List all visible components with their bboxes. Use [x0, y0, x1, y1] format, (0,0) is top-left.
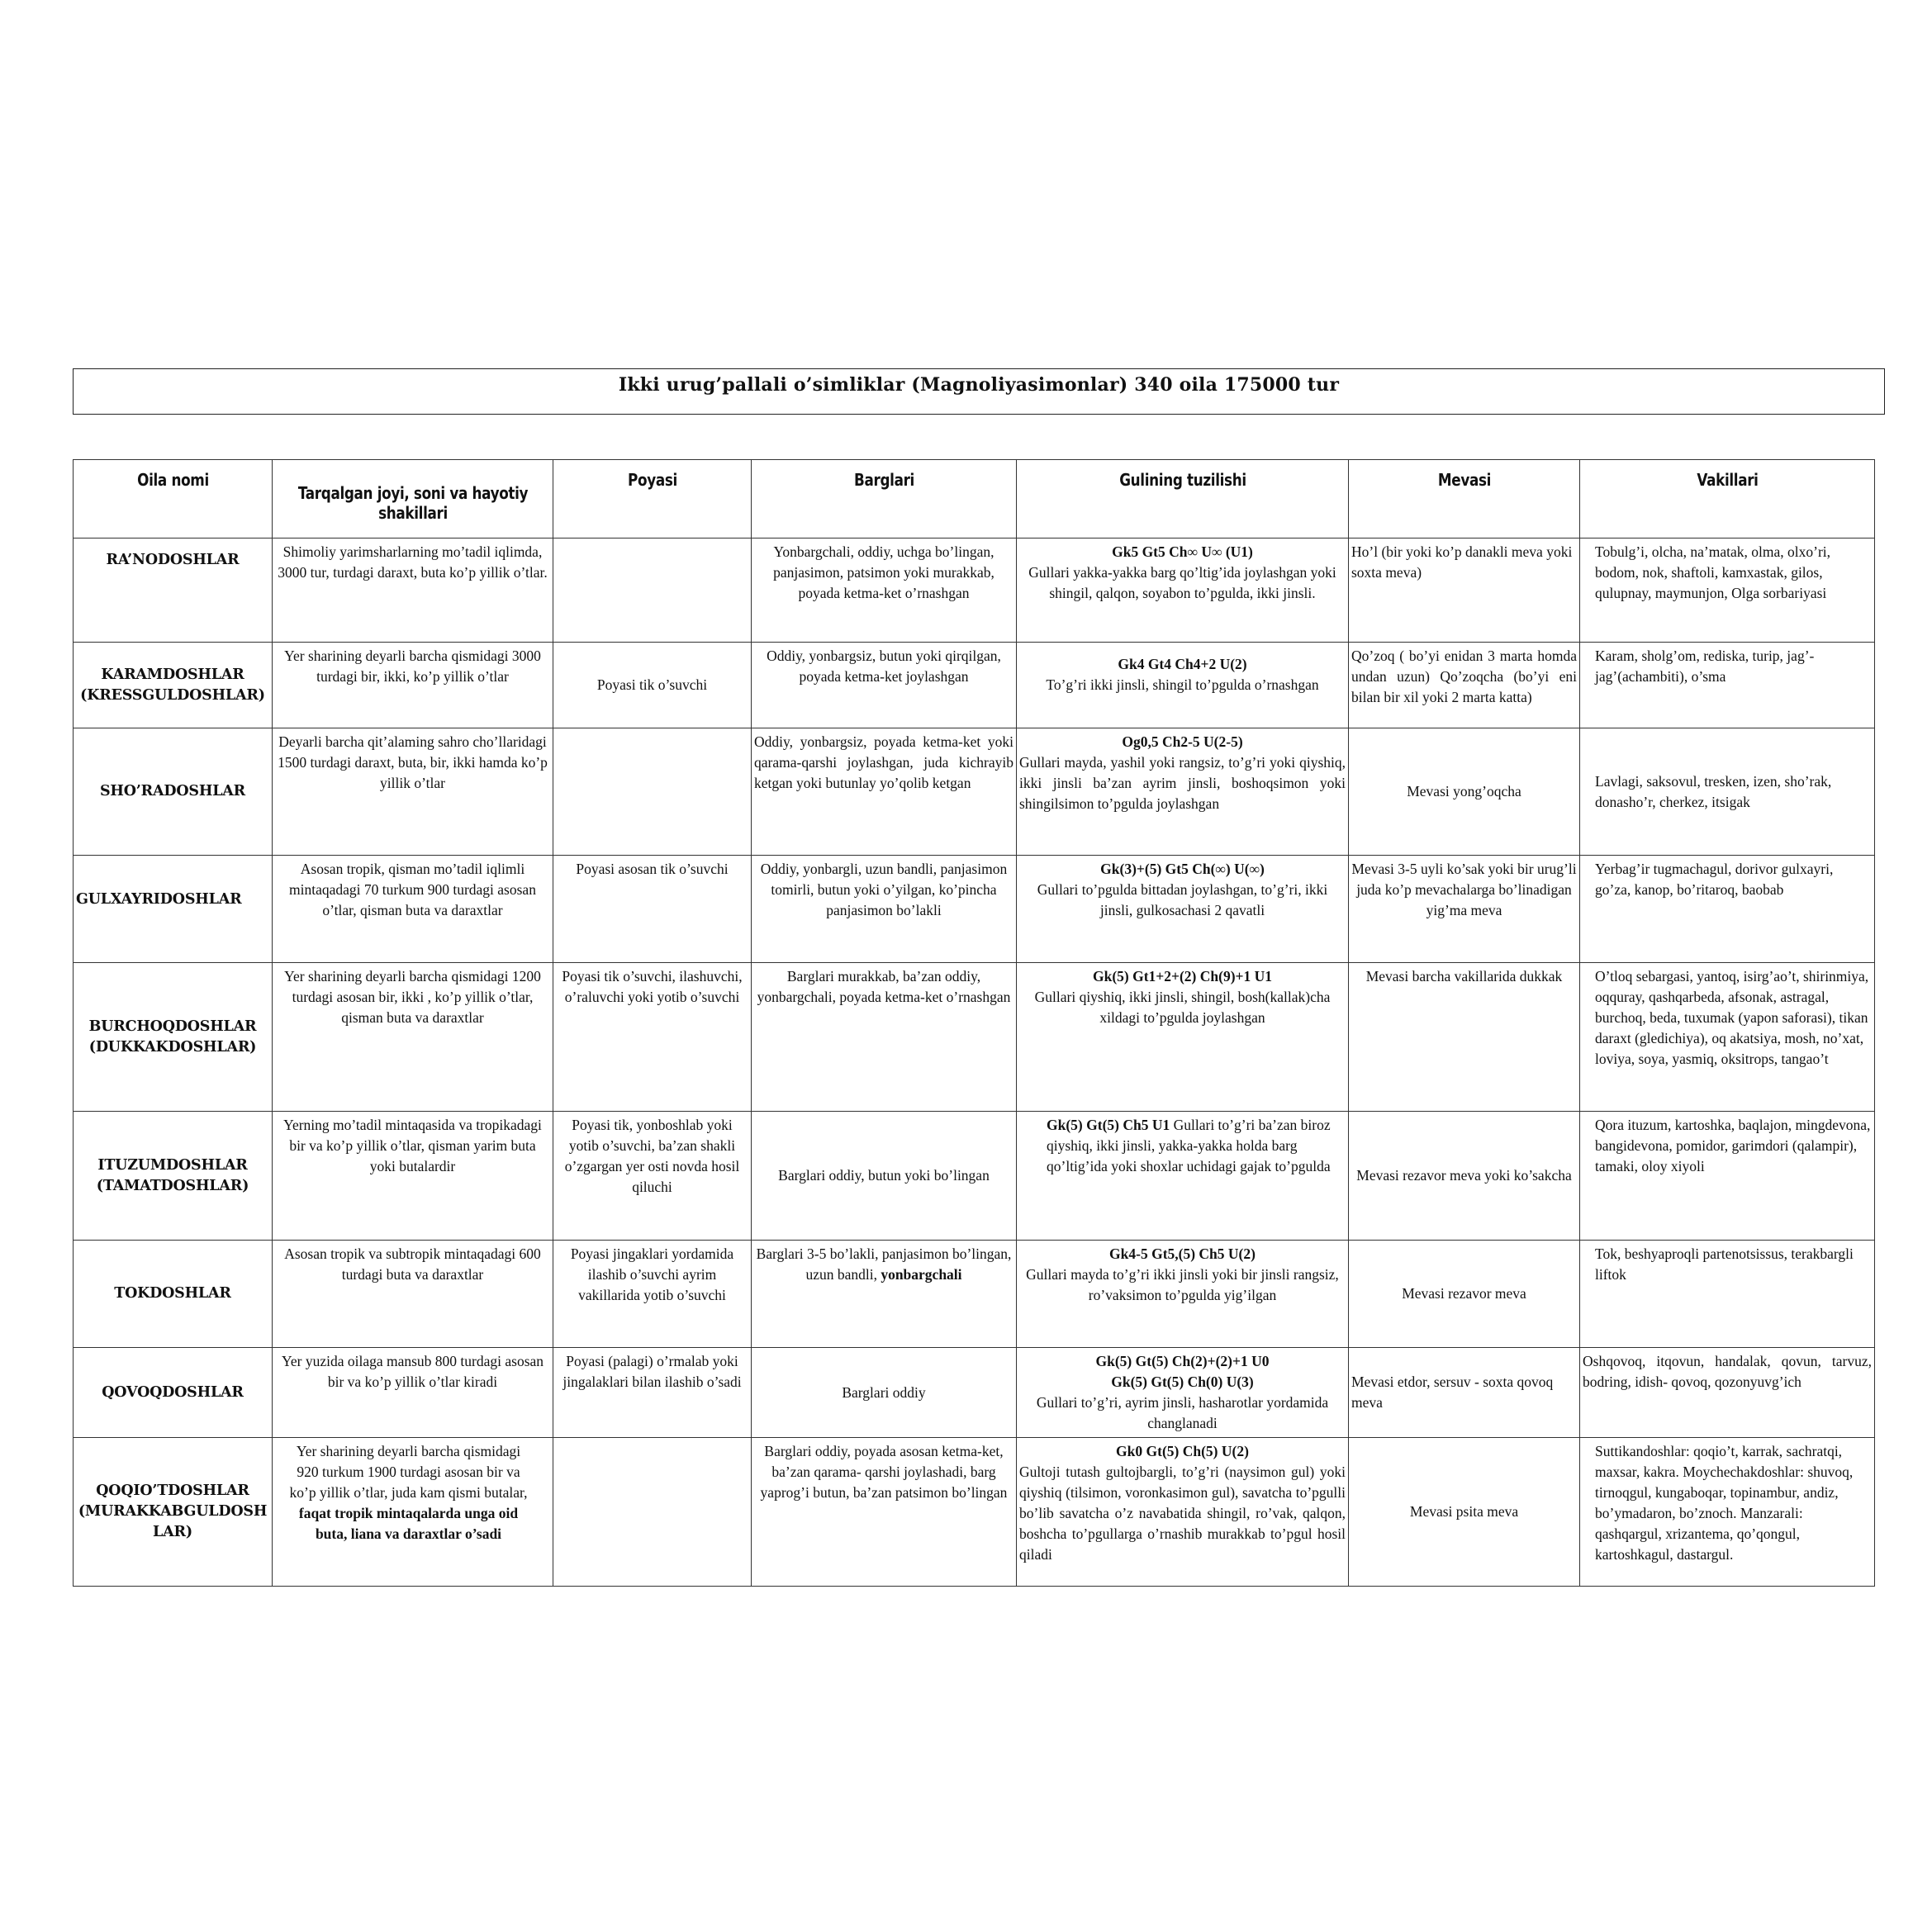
table-row	[74, 728, 1875, 856]
fruit-cell: Mevasi barcha vakillarida dukkak	[1349, 963, 1580, 1112]
flower-formula: Gk5 Gt5 Ch∞ U∞ (U1)	[1112, 543, 1253, 560]
range-bold-text: faqat tropik mintaqalarda unga oid buta, liana va daraxtlar o’sadi	[298, 1505, 519, 1542]
range-cell: Yer yuzida oilaga mansub 800 turdagi asosan bir va ko’p yillik o’tlar kiradi	[273, 1348, 553, 1438]
flower-cell	[1017, 1112, 1349, 1241]
header-stem: Poyasi	[569, 460, 736, 538]
fruit-cell: Mevasi yong’oqcha	[1349, 728, 1580, 856]
range-cell: Deyarli barcha qit’alaming sahro cho’llaridagi 1500 turdagi daraxt, buta, bir, ikki hamda ko’p yillik o’tlar	[273, 728, 553, 856]
range-cell: Asosan tropik, qisman mo’tadil iqlimli mintaqadagi 70 turkum 900 turdagi asosan o’tlar, qisman buta va daraxtlar	[273, 856, 553, 963]
flower-formula: Gk(5) Gt(5) Ch5 U1	[1047, 1117, 1170, 1133]
flower-text: Gullari qiyshiq, ikki jinsli, shingil, bosh(kallak)cha xildagi to’pgulda joylashgan	[1034, 989, 1331, 1026]
flower-text: Gullari to’g’ri, ayrim jinsli, hasharotlar yordamida changlanadi	[1036, 1394, 1329, 1431]
range-cell: Yerning mo’tadil mintaqasida va tropikadagi bir va ko’p yillik o’tlar, qisman yarim buta yoki butalardir	[273, 1112, 553, 1241]
flower-cell	[1017, 1348, 1349, 1438]
flower-formula: Gk(5) Gt1+2+(2) Ch(9)+1 U1	[1092, 968, 1273, 984]
reps-cell: Oshqovoq, itqovun, handalak, qovun, tarvuz, bodring, idish- qovoq, qozonyuvg’ich	[1580, 1348, 1875, 1438]
family-name: GULXAYRIDOSHLAR	[74, 856, 273, 963]
reps-cell: O’tloq sebargasi, yantoq, isirg’ao’t, shirinmiya, oqquray, qashqarbeda, afsonak, astragal, burchoq, beda, tuxumak (yapon saforasi), tikan daraxt (gledichiya), oq akatsiya, mosh, no’xat, loviya, soya, yasmiq, oksitrops, tangao’t	[1580, 963, 1875, 1112]
reps-cell: Qora ituzum, kartoshka, baqlajon, mingdevona, bangidevona, pomidor, garimdori (qalampir), tamaki, oloy xiyoli	[1580, 1112, 1875, 1241]
flower-formula: Gk4 Gt4 Ch4+2 U(2)	[1118, 656, 1247, 672]
table-row	[74, 643, 1875, 728]
stem-cell: Poyasi (palagi) o’rmalab yoki jingalaklari bilan ilashib o’sadi	[553, 1348, 752, 1438]
page-title: Ikki urug’pallali o’simliklar (Magnoliyasimonlar) 340 oila 175000 tur	[618, 374, 1340, 396]
family-name: BURCHOQDOSHLAR (DUKKAKDOSHLAR)	[74, 963, 273, 1112]
leaves-cell: Oddiy, yonbargli, uzun bandli, panjasimon tomirli, butun yoki o’yilgan, ko’pincha panjasimon bo’lakli	[752, 856, 1017, 963]
flower-cell	[1017, 856, 1349, 963]
flower-cell	[1017, 728, 1349, 856]
leaves-cell: Oddiy, yonbargsiz, poyada ketma-ket yoki qarama-qarshi joylashgan, juda kichrayib ketgan yoki butunlay yo’qolib ketgan	[752, 728, 1017, 856]
table-row	[74, 1348, 1875, 1438]
reps-cell: Yerbag’ir tugmachagul, dorivor gulxayri, go’za, kanop, bo’ritaroq, baobab	[1580, 856, 1875, 963]
stem-cell: Poyasi tik o’suvchi, ilashuvchi, o’raluvchi yoki yotib o’suvchi	[553, 963, 752, 1112]
reps-cell: Lavlagi, saksovul, tresken, izen, sho’rak, donasho’r, cherkez, itsigak	[1580, 728, 1875, 856]
flower-text: Gullari to’pgulda bittadan joylashgan, to’g’ri, ikki jinsli, gulkosachasi 2 qavatli	[1037, 881, 1328, 918]
header-name: Oila nomi	[89, 460, 256, 538]
fruit-cell: Ho’l (bir yoki ko’p danakli meva yoki soxta meva)	[1349, 538, 1580, 643]
leaves-cell: Yonbargchali, oddiy, uchga bo’lingan, panjasimon, patsimon yoki murakkab, poyada ketma-ket o’rnashgan	[752, 538, 1017, 643]
family-name: QOQIO’TDOSHLAR (MURAKKABGULDOSH LAR)	[74, 1438, 273, 1587]
flower-cell	[1017, 538, 1349, 643]
fruit-cell: Mevasi psita meva	[1349, 1438, 1580, 1587]
flower-formula: Gk0 Gt(5) Ch(5) U(2)	[1116, 1443, 1249, 1459]
flower-text: Gullari mayda, yashil yoki rangsiz, to’g’ri yoki qiyshiq, ikki jinsli ba’zan ayrim jinsli, boshoqsimon yoki shingilsimon to’pgulda joylashgan	[1019, 754, 1346, 812]
header-row	[74, 460, 1875, 538]
leaves-cell: Barglari oddiy	[752, 1348, 1017, 1438]
table-row	[74, 1241, 1875, 1348]
range-text: Yer sharining deyarli barcha qismidagi 920 turkum 1900 turdagi asosan bir va ko’p yillik o’tlar, juda kam qismi butalar,	[289, 1443, 528, 1501]
header-range: Tarqalgan joyi, soni va hayotiy shakillari	[295, 460, 531, 538]
table-row	[74, 1112, 1875, 1241]
table-row	[74, 856, 1875, 963]
flower-cell	[1017, 1438, 1349, 1587]
fruit-cell: Mevasi 3-5 uyli ko’sak yoki bir urug’li juda ko’p mevachalarga bo’linadigan yig’ma meva	[1349, 856, 1580, 963]
title-box	[73, 368, 1885, 415]
flower-text: Gultoji tutash gultojbargli, to’g’ri (naysimon gul) yoki qiyshiq (tilsimon, voronkasimon gul), savatcha to’pgulli bo’lib savatcha o’z navabatida shingil, ro’vak, qalqon, boshcha to’pgullarga o’rnashib murakkab to’pgul hosil qiladi	[1019, 1464, 1346, 1563]
range-cell	[273, 1438, 553, 1587]
flower-text: Gullari to’g’ri ba’zan biroz qiyshiq, ikki jinsli, yakka-yakka holda barg qo’ltig’ida yoki shoxlar uchidagi gajak to’pgulda	[1047, 1117, 1331, 1174]
fruit-cell: Qo’zoq ( bo’yi enidan 3 marta homda undan uzun) Qo’zoqcha (bo’yi eni bilan bir xil yoki 2 marta katta)	[1349, 643, 1580, 728]
leaves-cell: Barglari oddiy, butun yoki bo’lingan	[752, 1112, 1017, 1241]
table-row	[74, 538, 1875, 643]
range-cell: Yer sharining deyarli barcha qismidagi 3000 turdagi bir, ikki, ko’p yillik o’tlar	[273, 643, 553, 728]
range-cell: Asosan tropik va subtropik mintaqadagi 600 turdagi buta va daraxtlar	[273, 1241, 553, 1348]
fruit-cell: Mevasi rezavor meva yoki ko’sakcha	[1349, 1112, 1580, 1241]
flower-formula: Gk4-5 Gt5,(5) Ch5 U(2)	[1109, 1245, 1256, 1262]
stem-cell	[553, 538, 752, 643]
fruit-cell: Mevasi etdor, sersuv - soxta qovoq meva	[1349, 1348, 1580, 1438]
leaves-cell: Oddiy, yonbargsiz, butun yoki qirqilgan, poyada ketma-ket joylashgan	[752, 643, 1017, 728]
flower-text: Gullari yakka-yakka barg qo’ltig’ida joylashgan yoki shingil, qalqon, soyabon to’pgulda, ikki jinsli.	[1028, 564, 1336, 601]
family-name: ITUZUMDOSHLAR (TAMATDOSHLAR)	[74, 1112, 273, 1241]
family-name: RA’NODOSHLAR	[74, 538, 273, 643]
header-reps: Vakillari	[1603, 460, 1851, 538]
flower-cell	[1017, 1241, 1349, 1348]
family-name: KARAMDOSHLAR (KRESSGULDOSHLAR)	[74, 643, 273, 728]
family-name: SHO’RADOSHLAR	[74, 728, 273, 856]
header-flower: Gulining tuzilishi	[1043, 460, 1322, 538]
reps-cell: Tobulg’i, olcha, na’matak, olma, olxo’ri, bodom, nok, shaftoli, kamxastak, gilos, qulupnay, maymunjon, Olga sorbariyasi	[1580, 538, 1875, 643]
leaves-cell: Barglari oddiy, poyada asosan ketma-ket, ba’zan qarama- qarshi joylashadi, barg yaprog’i butun, ba’zan patsimon bo’lingan	[752, 1438, 1017, 1587]
reps-cell: Suttikandoshlar: qoqio’t, karrak, sachratqi, maxsar, kakra. Moychechakdoshlar: shuvoq, tirnoqgul, kungaboqar, topinambur, andiz, bo’ymadaron, bo’znoch. Manzarali: qashqargul, xrizantema, qo’qongul, kartoshkagul, dastargul.	[1580, 1438, 1875, 1587]
flower-text: To’g’ri ikki jinsli, shingil to’pgulda o’rnashgan	[1046, 676, 1319, 693]
flower-formula-2: Gk(5) Gt(5) Ch(0) U(3)	[1111, 1374, 1254, 1390]
flower-cell	[1017, 643, 1349, 728]
table-row	[74, 963, 1875, 1112]
leaves-text: Barglari 3-5 bo’lakli, panjasimon bo’lingan, uzun bandli,	[756, 1245, 1012, 1283]
header-leaves: Barglari	[772, 460, 995, 538]
range-cell: Yer sharining deyarli barcha qismidagi 1200 turdagi asosan bir, ikki , ko’p yillik o’tlar, qisman buta va daraxtlar	[273, 963, 553, 1112]
flower-cell	[1017, 963, 1349, 1112]
flower-text: Gullari mayda to’g’ri ikki jinsli yoki bir jinsli rangsiz, ro’vaksimon to’pgulda yig’ilgan	[1026, 1266, 1339, 1303]
leaves-bold-text: yonbargchali	[881, 1266, 962, 1283]
header-fruit: Mevasi	[1367, 460, 1561, 538]
stem-cell	[553, 1438, 752, 1587]
flower-formula: Gk(3)+(5) Gt5 Ch(∞) U(∞)	[1100, 861, 1265, 877]
flower-formula: Gk(5) Gt(5) Ch(2)+(2)+1 U0	[1095, 1353, 1270, 1369]
reps-cell: Karam, sholg’om, rediska, turip, jag’-jag’(achambiti), o’sma	[1580, 643, 1875, 728]
families-table	[73, 459, 1875, 1587]
range-cell: Shimoliy yarimsharlarning mo’tadil iqlimda, 3000 tur, turdagi daraxt, buta ko’p yillik o’tlar.	[273, 538, 553, 643]
leaves-cell: Barglari murakkab, ba’zan oddiy, yonbargchali, poyada ketma-ket o’rnashgan	[752, 963, 1017, 1112]
table-row	[74, 1438, 1875, 1587]
family-name: TOKDOSHLAR	[74, 1241, 273, 1348]
stem-cell: Poyasi jingaklari yordamida ilashib o’suvchi ayrim vakillarida yotib o’suvchi	[553, 1241, 752, 1348]
leaves-cell	[752, 1241, 1017, 1348]
reps-cell: Tok, beshyaproqli partenotsissus, terakbargli liftok	[1580, 1241, 1875, 1348]
stem-cell: Poyasi tik o’suvchi	[553, 643, 752, 728]
fruit-cell: Mevasi rezavor meva	[1349, 1241, 1580, 1348]
stem-cell: Poyasi tik, yonboshlab yoki yotib o’suvchi, ba’zan shakli o’zgargan yer osti novda hosil qiluchi	[553, 1112, 752, 1241]
stem-cell	[553, 728, 752, 856]
stem-cell: Poyasi asosan tik o’suvchi	[553, 856, 752, 963]
family-name: QOVOQDOSHLAR	[74, 1348, 273, 1438]
flower-formula: Og0,5 Ch2-5 U(2-5)	[1122, 733, 1243, 750]
